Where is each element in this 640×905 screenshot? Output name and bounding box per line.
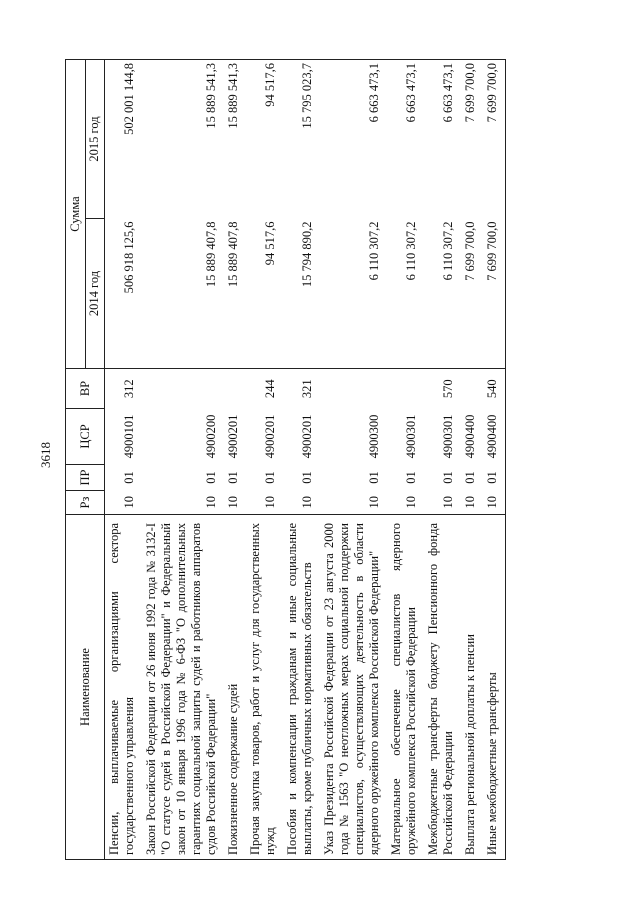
- row-sum-2015: 7 699 700,0: [483, 60, 506, 219]
- row-csr: 4900400: [483, 409, 506, 465]
- table-header: [66, 60, 105, 860]
- table-row: [483, 60, 506, 860]
- row-rz: 10: [367, 496, 381, 509]
- row-vr: [142, 369, 224, 409]
- row-name: Межбюджетные трансферты бюджету Пенсионного фонда Российской Федерации: [424, 515, 461, 860]
- row-vr: 570: [424, 369, 461, 409]
- row-rz: 10: [122, 496, 136, 509]
- row-csr: 4900101: [122, 414, 136, 459]
- row-pr: 01: [226, 471, 240, 484]
- row-sum-2015: 6 663 473,1: [424, 60, 461, 219]
- row-rz: 10: [404, 496, 418, 509]
- row-vr: [224, 369, 246, 409]
- page-number: [36, 440, 56, 470]
- row-name: Материальное обеспечение специалистов ядерного оружейного комплекса Российской Федерации: [387, 515, 424, 860]
- row-name: Пожизненное содержание судей: [224, 515, 246, 860]
- row-csr: 4900301: [441, 414, 455, 459]
- row-sum-2015: 94 517,6: [246, 60, 283, 219]
- row-rz: 10: [300, 496, 314, 509]
- header-sum: Сумма: [66, 60, 86, 369]
- row-name: Выплата региональной доплаты к пенсии: [461, 515, 483, 860]
- table-body: [105, 60, 506, 860]
- row-pr: 01: [483, 465, 506, 491]
- row-rz: 10: [204, 496, 218, 509]
- rotated-table-page: [65, 60, 575, 860]
- row-pr: 01: [463, 471, 477, 484]
- header-pr: ПР: [66, 465, 105, 491]
- row-sum-2014: 6 110 307,2: [367, 221, 381, 281]
- row-vr: 312: [105, 369, 143, 409]
- header-year-2015: 2015 год: [85, 60, 105, 219]
- row-csr: 4900200: [204, 414, 218, 459]
- row-sum-2014: 6 110 307,2: [404, 221, 418, 281]
- row-sum-2014: 7 699 700,0: [483, 219, 506, 369]
- row-pr: 01: [404, 471, 418, 484]
- table-row: [224, 60, 246, 860]
- row-csr: 4900201: [300, 414, 314, 459]
- table-row: [246, 60, 283, 860]
- table-row: [424, 60, 461, 860]
- row-csr: 4900300: [367, 414, 381, 459]
- row-pr: 01: [122, 471, 136, 484]
- header-row: [66, 60, 86, 860]
- row-rz: 10: [263, 496, 277, 509]
- row-vr: [461, 369, 483, 409]
- table-row: [320, 60, 387, 860]
- row-sum-2014: 15 794 890,2: [300, 221, 314, 288]
- row-sum-2014: 7 699 700,0: [463, 221, 477, 281]
- table-row: [387, 60, 424, 860]
- row-csr: 4900400: [463, 414, 477, 459]
- row-csr: 4900301: [404, 414, 418, 459]
- header-year-2014: 2014 год: [85, 219, 105, 369]
- row-vr: [387, 369, 424, 409]
- row-rz: 10: [441, 496, 455, 509]
- row-sum-2015: 15 889 541,3: [142, 60, 224, 219]
- row-vr: 540: [483, 369, 506, 409]
- row-name: Указ Президента Российской Федерации от 23 августа 2000 года № 1563 "О неотложных мерах социальной поддержки специалистов, осуществляющих деятельность в области ядерного оружейного комплекса Российской Федерации": [320, 515, 387, 860]
- row-rz: 10: [483, 491, 506, 515]
- row-sum-2014: 15 889 407,8: [226, 221, 240, 288]
- row-sum-2015: 6 663 473,1: [387, 60, 424, 219]
- header-rz: Рз: [66, 491, 105, 515]
- table-row: [142, 60, 224, 860]
- row-vr: 321: [283, 369, 320, 409]
- row-pr: 01: [204, 471, 218, 484]
- row-rz: 10: [463, 496, 477, 509]
- row-pr: 01: [367, 471, 381, 484]
- table-row: [461, 60, 483, 860]
- row-sum-2015: 15 889 541,3: [224, 60, 246, 219]
- row-sum-2014: 6 110 307,2: [441, 221, 455, 281]
- table-row: [105, 60, 143, 860]
- row-csr: 4900201: [263, 414, 277, 459]
- row-sum-2015: 15 795 023,7: [283, 60, 320, 219]
- row-name: Пенсии, выплачиваемые организациями сектора государственного управления: [105, 515, 143, 860]
- row-sum-2014: 94 517,6: [263, 221, 277, 266]
- budget-table: [65, 59, 506, 860]
- row-pr: 01: [300, 471, 314, 484]
- row-sum-2015: 502 001 144,8: [105, 60, 143, 219]
- table-row: [283, 60, 320, 860]
- row-sum-2014: 506 918 125,6: [122, 221, 136, 294]
- row-rz: 10: [226, 496, 240, 509]
- row-name: Прочая закупка товаров, работ и услуг для государственных нужд: [246, 515, 283, 860]
- page-number-text: 3618: [38, 442, 53, 468]
- row-pr: 01: [263, 471, 277, 484]
- row-pr: 01: [441, 471, 455, 484]
- row-vr: [320, 369, 387, 409]
- row-name: Пособия и компенсации гражданам и иные социальные выплаты, кроме публичных нормативных обязательств: [283, 515, 320, 860]
- row-vr: 244: [246, 369, 283, 409]
- row-csr: 4900201: [226, 414, 240, 459]
- row-sum-2015: 6 663 473,1: [320, 60, 387, 219]
- header-name: Наименование: [66, 515, 105, 860]
- row-name: Закон Российской Федерации от 26 июня 1992 года № 3132-I "О статусе судей в Российской Федерации" и Федеральный закон от 10 января 1996 года № 6-ФЗ "О дополнительных гарантиях социальной защиты судей и работников аппаратов судов Российской Федерации": [142, 515, 224, 860]
- row-name: Иные межбюджетные трансферты: [483, 515, 506, 860]
- row-sum-2015: 7 699 700,0: [461, 60, 483, 219]
- row-sum-2014: 15 889 407,8: [204, 221, 218, 288]
- header-csr: ЦСР: [66, 409, 105, 465]
- header-vr: ВР: [66, 369, 105, 409]
